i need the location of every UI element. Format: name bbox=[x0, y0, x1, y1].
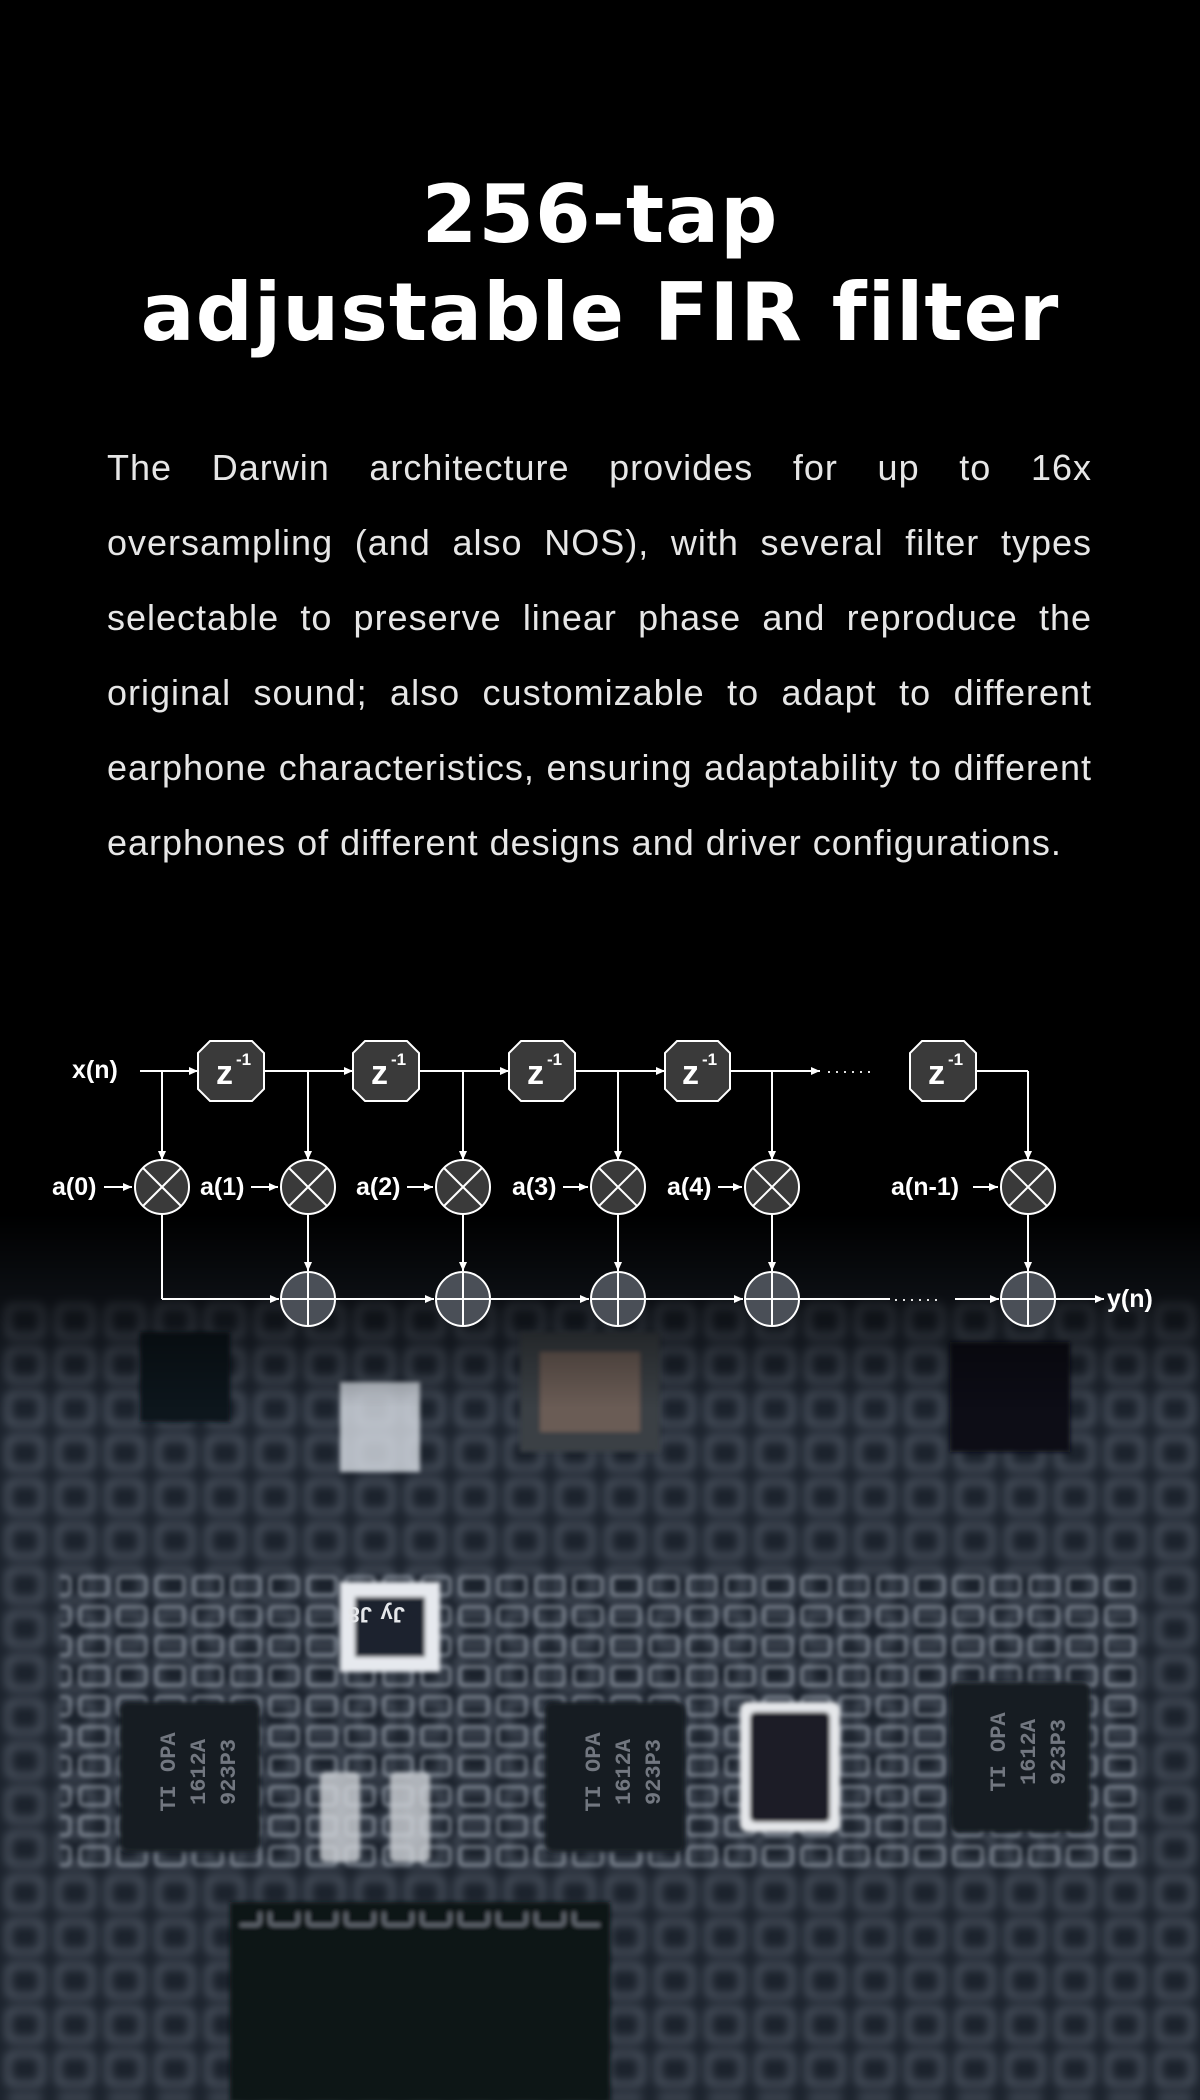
coef-label-n: a(n-1) bbox=[891, 1173, 960, 1201]
coef-label-4: a(4) bbox=[667, 1173, 712, 1201]
description-paragraph: The Darwin architecture provides for up to 16x oversampling (and also NOS), with several filter types selectable to preserve linear phase and reproduce the original sound; also customizable to adapt to different earphone characteristics, ensuring adaptability to different earphones of different designs and driver configurations. bbox=[107, 447, 1092, 863]
multiplier-4 bbox=[745, 1160, 799, 1214]
multiplier-3 bbox=[591, 1160, 645, 1214]
multiplier-n bbox=[1001, 1160, 1055, 1214]
adder-1 bbox=[281, 1272, 335, 1326]
coef-label-3: a(3) bbox=[512, 1173, 557, 1201]
delay-label: z bbox=[682, 1054, 699, 1092]
coef-label-0: a(0) bbox=[52, 1173, 97, 1201]
title-line-2: adjustable FIR filter bbox=[140, 265, 1060, 359]
delay-label: z bbox=[216, 1054, 233, 1092]
multiplier-1 bbox=[281, 1160, 335, 1214]
delay-exponent: -1 bbox=[702, 1050, 718, 1069]
page-title bbox=[0, 166, 1200, 362]
delay-label: z bbox=[527, 1054, 544, 1092]
multiplier-0 bbox=[135, 1160, 189, 1214]
output-label: y(n) bbox=[1107, 1285, 1153, 1313]
delay-exponent: -1 bbox=[391, 1050, 407, 1069]
delay-ellipsis: ······ bbox=[826, 1061, 874, 1081]
delay-label: z bbox=[928, 1054, 945, 1092]
delay-block-4 bbox=[665, 1041, 730, 1101]
delay-block-2 bbox=[353, 1041, 419, 1101]
delay-block-3 bbox=[509, 1041, 575, 1101]
delay-block-n bbox=[910, 1041, 976, 1101]
adder-4 bbox=[745, 1272, 799, 1326]
coef-label-1: a(1) bbox=[200, 1173, 245, 1201]
delay-exponent: -1 bbox=[948, 1050, 964, 1069]
delay-exponent: -1 bbox=[547, 1050, 563, 1069]
adder-n bbox=[1001, 1272, 1055, 1326]
coef-label-2: a(2) bbox=[356, 1173, 401, 1201]
input-label: x(n) bbox=[72, 1056, 118, 1084]
delay-block-1 bbox=[198, 1041, 264, 1101]
adder-2 bbox=[436, 1272, 490, 1326]
title-line-1: 256-tap bbox=[421, 167, 779, 261]
sum-ellipsis: ······ bbox=[893, 1289, 941, 1309]
fir-filter-diagram bbox=[0, 1020, 1200, 1350]
multiplier-2 bbox=[436, 1160, 490, 1214]
delay-exponent: -1 bbox=[236, 1050, 252, 1069]
adder-3 bbox=[591, 1272, 645, 1326]
delay-label: z bbox=[371, 1054, 388, 1092]
